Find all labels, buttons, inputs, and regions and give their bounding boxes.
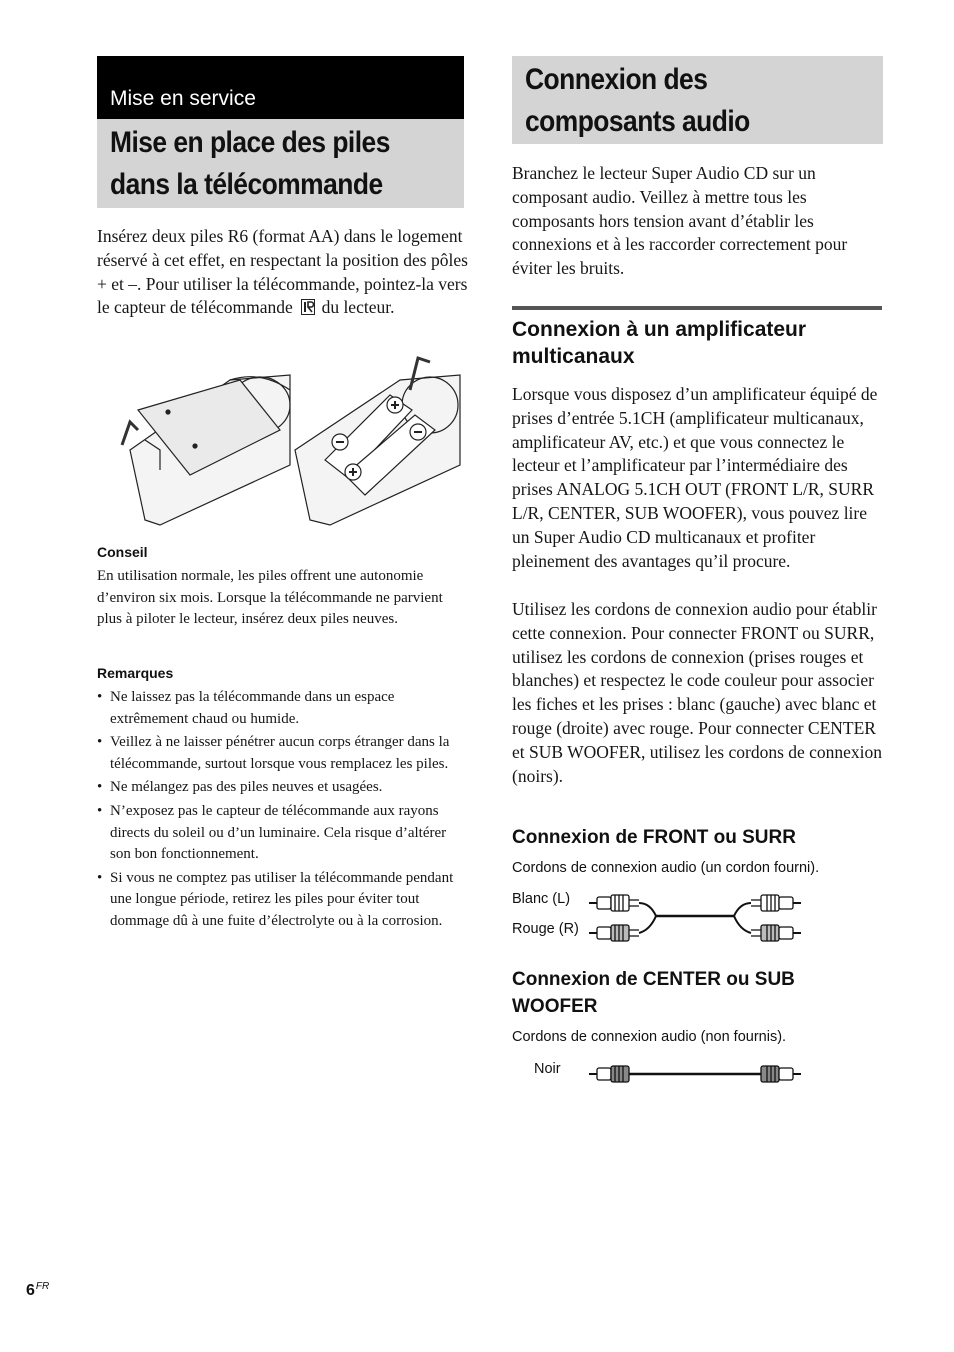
multichannel-para2: Utilisez les cordons de connexion audio pour établir cette connexion. Pour connecter FRONT ou SURR, utilisez les cordons de connexion (prises rouges et blanches) et respectez le code couleur pour associer les fiches et les prises : blanc (gauche) avec blanc et rouge (droite) avec rouge. Pour connecter CENTER et SUB WOOFER, utilisez les cordons de connexion (noirs). <box>512 599 883 786</box>
plug-left-white <box>589 895 639 911</box>
left-title-line1: Mise en place des piles <box>110 126 390 159</box>
left-intro-text: Insérez deux piles R6 (format AA) dans le logement réservé à cet effet, en respectant la position des pôles + et –. Pour utiliser la télécommande, pointez-la vers le capteur de télécommande <box>97 226 468 318</box>
left-title-box <box>97 119 464 208</box>
label-blanc: Blanc (L) <box>512 891 571 907</box>
center-sub-heading <box>512 966 884 1020</box>
label-rouge: Rouge (R) <box>512 921 579 937</box>
section-rule <box>512 306 882 310</box>
remarques-heading: Remarques <box>97 665 174 681</box>
right-title-line1: Connexion des <box>525 63 708 96</box>
plug-right-red <box>751 925 801 941</box>
right-title-line2: composants audio <box>525 105 750 138</box>
plug-left-red <box>589 925 639 941</box>
mono-rca-cable-diagram <box>586 1062 808 1086</box>
page-number-value: 6 <box>26 1282 35 1299</box>
remarque-item: • Veillez à ne laisser pénétrer aucun corps étranger dans la télécommande, surtout lorsque vous remplacez les piles. <box>97 732 469 775</box>
remarques-list <box>97 687 469 935</box>
plug-right-white <box>751 895 801 911</box>
page-language-suffix: FR <box>35 1281 50 1292</box>
multichannel-para1: Lorsque vous disposez d’un amplificateur équipé de prises d’entrée 5.1CH (amplificateur multicanaux, amplificateur AV, etc.) et que vous connectez le lecteur et l’amplificateur par l’intermédiaire des prises ANALOG 5.1CH OUT (FRONT L/R, SURR L/R, CENTER, SUB WOOFER), vous pouvez lire un Super Audio CD multicanaux et profiter pleinement des avantages qu’il procure. <box>512 384 878 571</box>
left-intro-text-end: du lecteur. <box>321 297 395 318</box>
right-title-box <box>512 56 883 144</box>
right-intro: Branchez le lecteur Super Audio CD sur un composant audio. Veillez à mettre tous les composants hors tension avant d’établir les connexions et à les raccorder correctement pour éviter les bruits. <box>512 163 848 279</box>
center-sub-heading-line1: Connexion de CENTER ou SUB <box>512 969 795 990</box>
label-noir: Noir <box>534 1061 561 1077</box>
front-surr-caption: Cordons de connexion audio (un cordon fourni). <box>512 860 820 876</box>
center-sub-caption: Cordons de connexion audio (non fournis). <box>512 1029 787 1045</box>
center-sub-heading-line2: WOOFER <box>512 996 598 1017</box>
left-intro <box>97 225 469 320</box>
conseil-text: En utilisation normale, les piles offrent une autonomie d’environ six mois. Lorsque la télécommande ne parvient plus à piloter le lecteur, insérez deux piles neuves. <box>97 568 443 628</box>
front-surr-heading: Connexion de FRONT ou SURR <box>512 827 796 848</box>
battery-insertion-illustration <box>100 350 470 530</box>
page-number <box>26 1281 49 1300</box>
remarque-item: • Si vous ne comptez pas utiliser la télécommande pendant une longue période, retirez les piles pour éviter tout dommage dû à une fuite d’électrolyte ou à la corrosion. <box>97 868 469 933</box>
remarque-item: • Ne mélangez pas des piles neuves et usagées. <box>97 777 469 799</box>
section-label: Mise en service <box>97 56 464 119</box>
left-title-line2: dans la télécommande <box>110 168 383 201</box>
ir-sensor-icon <box>301 299 315 315</box>
stereo-rca-cable-diagram <box>586 888 808 946</box>
remarque-item: • Ne laissez pas la télécommande dans un espace extrêmement chaud ou humide. <box>97 687 469 730</box>
conseil-heading: Conseil <box>97 544 148 560</box>
multichannel-heading: Connexion à un amplificateur multicanaux <box>512 318 807 368</box>
remarque-item: • N’exposez pas le capteur de télécommande aux rayons directs du soleil ou d’un luminaire. Cela risque d’altérer son bon fonctionnement. <box>97 801 469 866</box>
